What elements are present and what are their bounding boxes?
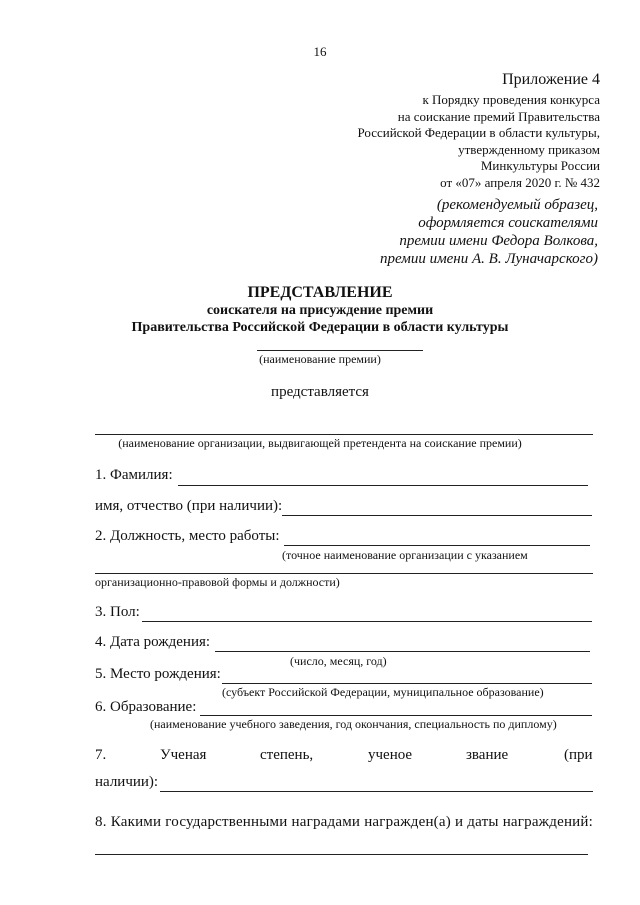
surname-label: 1. Фамилия: <box>95 467 173 483</box>
presented-text: представляется <box>271 384 369 400</box>
appendix-line: от «07» апреля 2020 г. № 432 <box>440 175 600 190</box>
surname-line[interactable] <box>178 485 588 486</box>
document-subtitle: соискателя на присуждение премии <box>206 303 434 318</box>
sample-note-line: премии имени Федора Волкова, <box>399 233 598 249</box>
birth-date-caption: (число, месяц, год) <box>290 654 387 668</box>
position-line[interactable] <box>284 545 590 546</box>
education-caption: (наименование учебного заведения, год окончания, специальность по диплому) <box>150 717 557 731</box>
birth-date-line[interactable] <box>215 651 590 652</box>
appendix-line: к Порядку проведения конкурса <box>422 92 600 107</box>
degree-word: звание <box>466 747 509 763</box>
position-caption: (точное наименование организации с указанием <box>282 548 528 562</box>
sample-note-line: оформляется соискателями <box>418 215 598 231</box>
education-label: 6. Образование: <box>95 699 197 715</box>
sample-note-line: премии имени А. В. Луначарского) <box>379 251 598 267</box>
prize-name-line[interactable] <box>257 350 423 351</box>
appendix-line: утвержденному приказом <box>458 142 600 157</box>
name-line[interactable] <box>282 515 592 516</box>
organization-line[interactable] <box>95 434 593 435</box>
sex-label: 3. Пол: <box>95 604 140 620</box>
birth-place-line[interactable] <box>222 683 592 684</box>
degree-word: ученое <box>368 747 413 763</box>
position-label: 2. Должность, место работы: <box>95 528 280 544</box>
degree-word: Ученая <box>160 747 207 763</box>
appendix-line: на соискание премий Правительства <box>397 109 600 124</box>
name-label: имя, отчество (при наличии): <box>95 498 283 514</box>
appendix-line: Российской Федерации в области культуры, <box>357 125 600 140</box>
degree-line[interactable] <box>160 791 593 792</box>
prize-name-caption: (наименование премии) <box>259 352 381 366</box>
degree-word: 7. <box>95 747 107 763</box>
position-caption: организационно-правовой формы и должности) <box>95 575 340 589</box>
education-line[interactable] <box>200 715 592 716</box>
page-number: 16 <box>313 44 327 59</box>
awards-line[interactable] <box>95 854 588 855</box>
organization-caption: (наименование организации, выдвигающей претендента на соискание премии) <box>118 436 522 450</box>
position-line-2[interactable] <box>95 573 593 574</box>
degree-word: степень, <box>260 747 314 763</box>
appendix-line: Минкультуры России <box>480 158 600 173</box>
birth-place-label: 5. Место рождения: <box>95 666 221 682</box>
birth-date-label: 4. Дата рождения: <box>95 634 211 650</box>
sex-line[interactable] <box>142 621 592 622</box>
birth-place-caption: (субъект Российской Федерации, муниципальное образование) <box>222 685 544 699</box>
degree-word: (при <box>564 747 593 763</box>
sample-note-line: (рекомендуемый образец, <box>436 197 598 213</box>
appendix-title: Приложение 4 <box>502 71 600 88</box>
document-subtitle: Правительства Российской Федерации в области культуры <box>131 320 509 335</box>
document-title: ПРЕДСТАВЛЕНИЕ <box>247 284 393 301</box>
awards-label: 8. Какими государственными наградами награжден(а) и даты награждений: <box>95 814 593 830</box>
degree-label-cont: наличии): <box>95 774 159 790</box>
